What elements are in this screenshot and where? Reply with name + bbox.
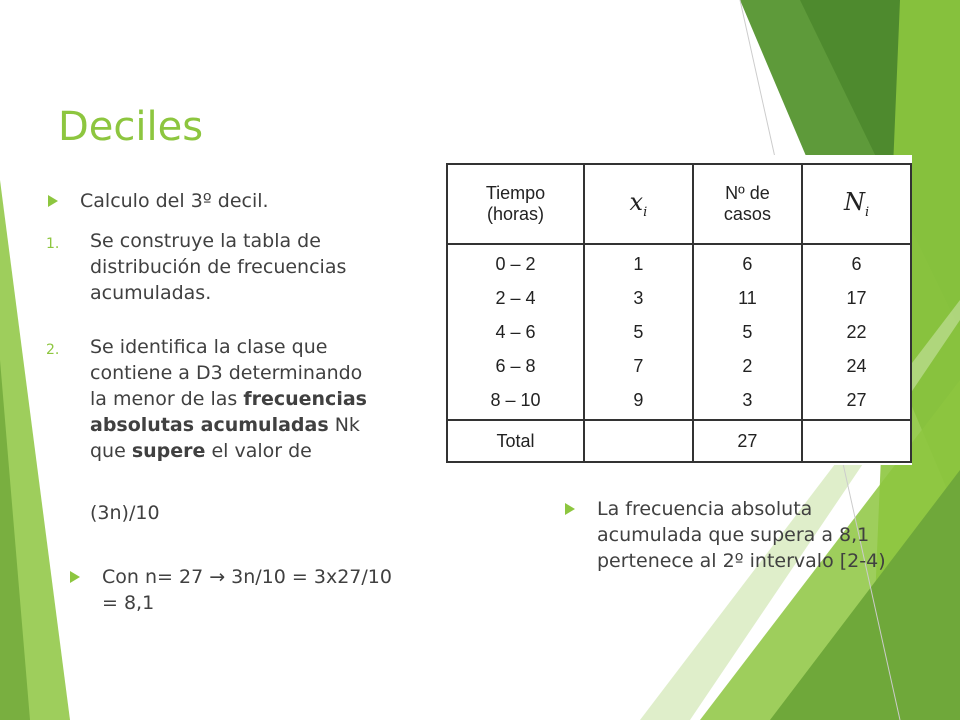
step-1-text [90, 228, 420, 306]
header-xi-x: x [629, 188, 644, 217]
bullet-arrow-icon [565, 503, 575, 515]
header-ni-sub: i [864, 204, 870, 220]
casos-value: 2 [742, 356, 753, 376]
ni-value: 22 [846, 322, 867, 342]
ni-value: 6 [851, 254, 862, 274]
header-casos-line1: Nº de [725, 183, 770, 203]
step-2-line: Se identifica la clase que [90, 336, 328, 358]
interval: 4 – 6 [495, 322, 536, 342]
xi-value: 9 [633, 390, 644, 410]
casos-value: 3 [742, 390, 753, 410]
ni-cell [802, 244, 911, 420]
xi-value: 3 [633, 288, 644, 308]
step-number-2: 2. [46, 342, 60, 358]
xi-cell [584, 244, 693, 420]
que-text: que [90, 440, 132, 462]
ni-value: 24 [846, 356, 867, 376]
table-total-row [447, 420, 911, 462]
bullet-arrow-icon [70, 571, 80, 583]
step-2-line [90, 412, 430, 438]
right-line: La frecuencia absoluta [597, 498, 813, 520]
con-line-1: Con n= 27 → 3n/10 = 3x27/10 [102, 566, 392, 588]
total-ni-empty [802, 420, 911, 462]
bold-supere: supere [131, 440, 206, 462]
formula-text: (3n)/10 [90, 502, 160, 524]
step-1-line: Se construye la tabla de [90, 230, 321, 252]
total-label: Total [447, 420, 584, 462]
table-header-row [447, 164, 911, 244]
header-casos-line2: casos [723, 204, 771, 224]
step-2-line [90, 386, 430, 412]
step-1-line: acumuladas. [90, 282, 212, 304]
header-xi [584, 164, 693, 244]
casos-cell [693, 244, 802, 420]
step-1-line: distribución de frecuencias [90, 256, 347, 278]
header-ni [802, 164, 911, 244]
step-2-line: contiene a D3 determinando [90, 362, 363, 384]
step-2-line-start: la menor de las [90, 388, 244, 410]
header-tiempo-line2: (horas) [486, 204, 544, 224]
casos-value: 6 [742, 254, 753, 274]
con-n-text [102, 564, 462, 616]
ni-value: 27 [846, 390, 867, 410]
xi-value: 7 [633, 356, 644, 376]
bold-frecuencias: frecuencias [243, 388, 367, 410]
total-xi-empty [584, 420, 693, 462]
header-xi-sub: i [643, 204, 648, 220]
xi-value: 1 [633, 254, 644, 274]
right-conclusion [597, 496, 937, 574]
casos-value: 5 [742, 322, 753, 342]
interval: 2 – 4 [495, 288, 536, 308]
interval: 0 – 2 [495, 254, 536, 274]
step-number-1: 1. [46, 236, 60, 252]
total-value: 27 [693, 420, 802, 462]
slide-title: Deciles [58, 104, 204, 150]
frequency-table [446, 163, 912, 463]
xi-value: 5 [633, 322, 644, 342]
header-ni-n: N [843, 188, 865, 217]
header-casos [693, 164, 802, 244]
right-line: pertenece al 2º intervalo [2-4) [597, 550, 886, 572]
interval: 6 – 8 [495, 356, 536, 376]
interval: 8 – 10 [490, 390, 541, 410]
con-line-2: = 8,1 [102, 592, 155, 614]
casos-value: 11 [738, 288, 757, 308]
bullet-arrow-icon [48, 195, 58, 207]
bullet-calculo: Calculo del 3º decil. [80, 190, 269, 212]
valor-text: el valor de [205, 440, 312, 462]
table-body-row [447, 244, 911, 420]
frequency-table-image [436, 155, 912, 465]
header-tiempo [447, 164, 584, 244]
right-line: acumulada que supera a 8,1 [597, 524, 870, 546]
ni-value: 17 [846, 288, 867, 308]
bold-absolutas-acumuladas: absolutas acumuladas [90, 414, 329, 436]
nk-text: Nk [328, 414, 360, 436]
step-2-text [90, 334, 430, 464]
step-2-line [90, 438, 430, 464]
intervals-cell [447, 244, 584, 420]
header-tiempo-line1: Tiempo [485, 183, 546, 203]
